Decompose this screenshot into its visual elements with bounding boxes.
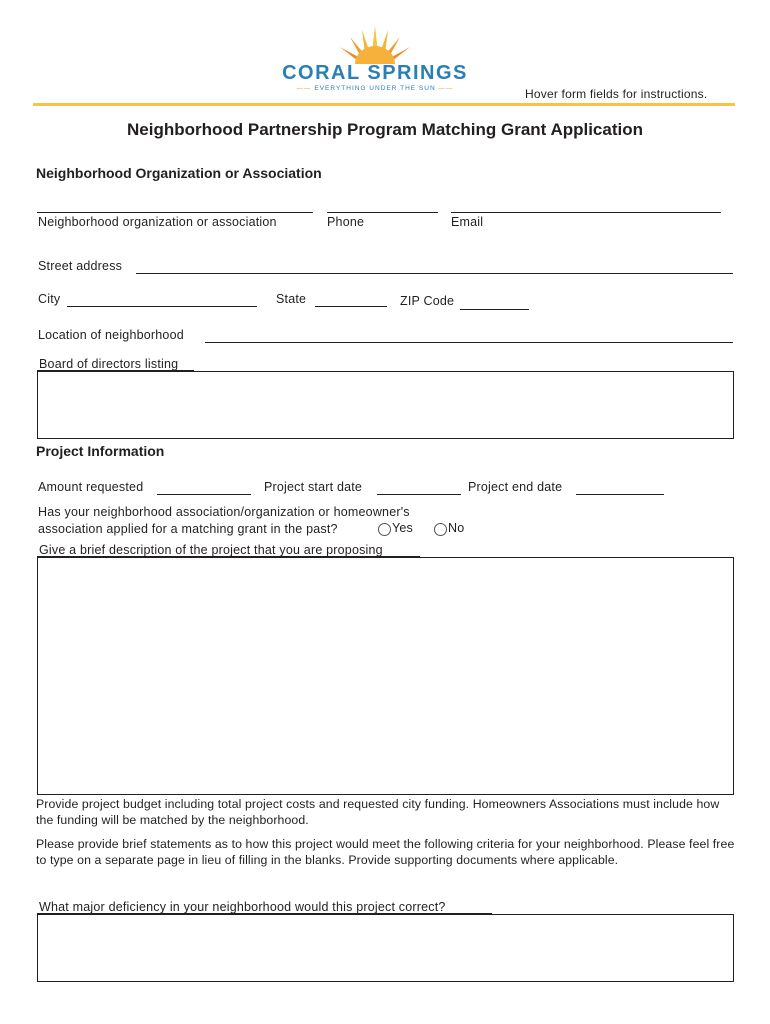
- amount-label: Amount requested: [38, 480, 144, 494]
- org-name-field[interactable]: [37, 212, 313, 213]
- phone-field[interactable]: [327, 212, 438, 213]
- street-field[interactable]: [136, 273, 733, 274]
- end-date-label: Project end date: [468, 480, 563, 494]
- state-label: State: [276, 292, 307, 306]
- amount-field[interactable]: [157, 494, 251, 495]
- phone-label: Phone: [327, 215, 365, 229]
- location-field[interactable]: [205, 342, 733, 343]
- page-title: Neighborhood Partnership Program Matching Grant Application: [126, 120, 643, 139]
- yes-radio[interactable]: [378, 523, 391, 536]
- budget-instructions: Provide project budget including total project costs and requested city funding. Homeowners Associations must include how the funding will be matched by the neighborhood.: [36, 797, 720, 827]
- logo: [280, 22, 470, 98]
- city-field[interactable]: [67, 306, 257, 307]
- logo-tagline-text: EVERYTHING UNDER THE SUN: [314, 85, 436, 92]
- location-label: Location of neighborhood: [38, 328, 184, 342]
- state-field[interactable]: [315, 306, 387, 307]
- start-date-field[interactable]: [377, 494, 461, 495]
- prior-grant-question-line1: Has your neighborhood association/organization or homeowner's: [38, 505, 410, 519]
- org-name-label: Neighborhood organization or association: [38, 215, 277, 229]
- project-description-textarea[interactable]: [37, 557, 734, 795]
- no-label: No: [448, 521, 465, 535]
- email-field[interactable]: [451, 212, 721, 213]
- section-heading-organization: Neighborhood Organization or Association: [36, 165, 322, 181]
- no-radio[interactable]: [434, 523, 447, 536]
- board-label: Board of directors listing: [39, 357, 179, 371]
- logo-name: CORAL SPRINGS: [282, 62, 468, 84]
- prior-grant-question-line2: association applied for a matching grant in the past?: [38, 522, 338, 536]
- criteria-instructions: Please provide brief statements as to how this project would meet the following criteria for your neighborhood. Please feel free to type on a separate page in lieu of filling in the blanks. Provide supporting documents where applicable.: [36, 837, 735, 867]
- description-label: Give a brief description of the project that you are proposing: [39, 543, 383, 557]
- sun-icon: [280, 22, 470, 66]
- start-date-label: Project start date: [264, 480, 363, 494]
- header-rule: [33, 103, 735, 106]
- deficiency-label: What major deficiency in your neighborhood would this project correct?: [39, 900, 446, 914]
- board-of-directors-textarea[interactable]: [37, 371, 734, 439]
- city-label: City: [38, 292, 61, 306]
- end-date-field[interactable]: [576, 494, 664, 495]
- hover-hint: Hover form fields for instructions.: [525, 87, 708, 101]
- logo-tagline: —— EVERYTHING UNDER THE SUN ——: [296, 85, 454, 92]
- zip-field[interactable]: [460, 309, 529, 310]
- email-label: Email: [451, 215, 484, 229]
- street-label: Street address: [38, 259, 123, 273]
- deficiency-textarea[interactable]: [37, 914, 734, 982]
- section-heading-project: Project Information: [36, 443, 165, 459]
- zip-label: ZIP Code: [400, 294, 455, 308]
- yes-label: Yes: [392, 521, 413, 535]
